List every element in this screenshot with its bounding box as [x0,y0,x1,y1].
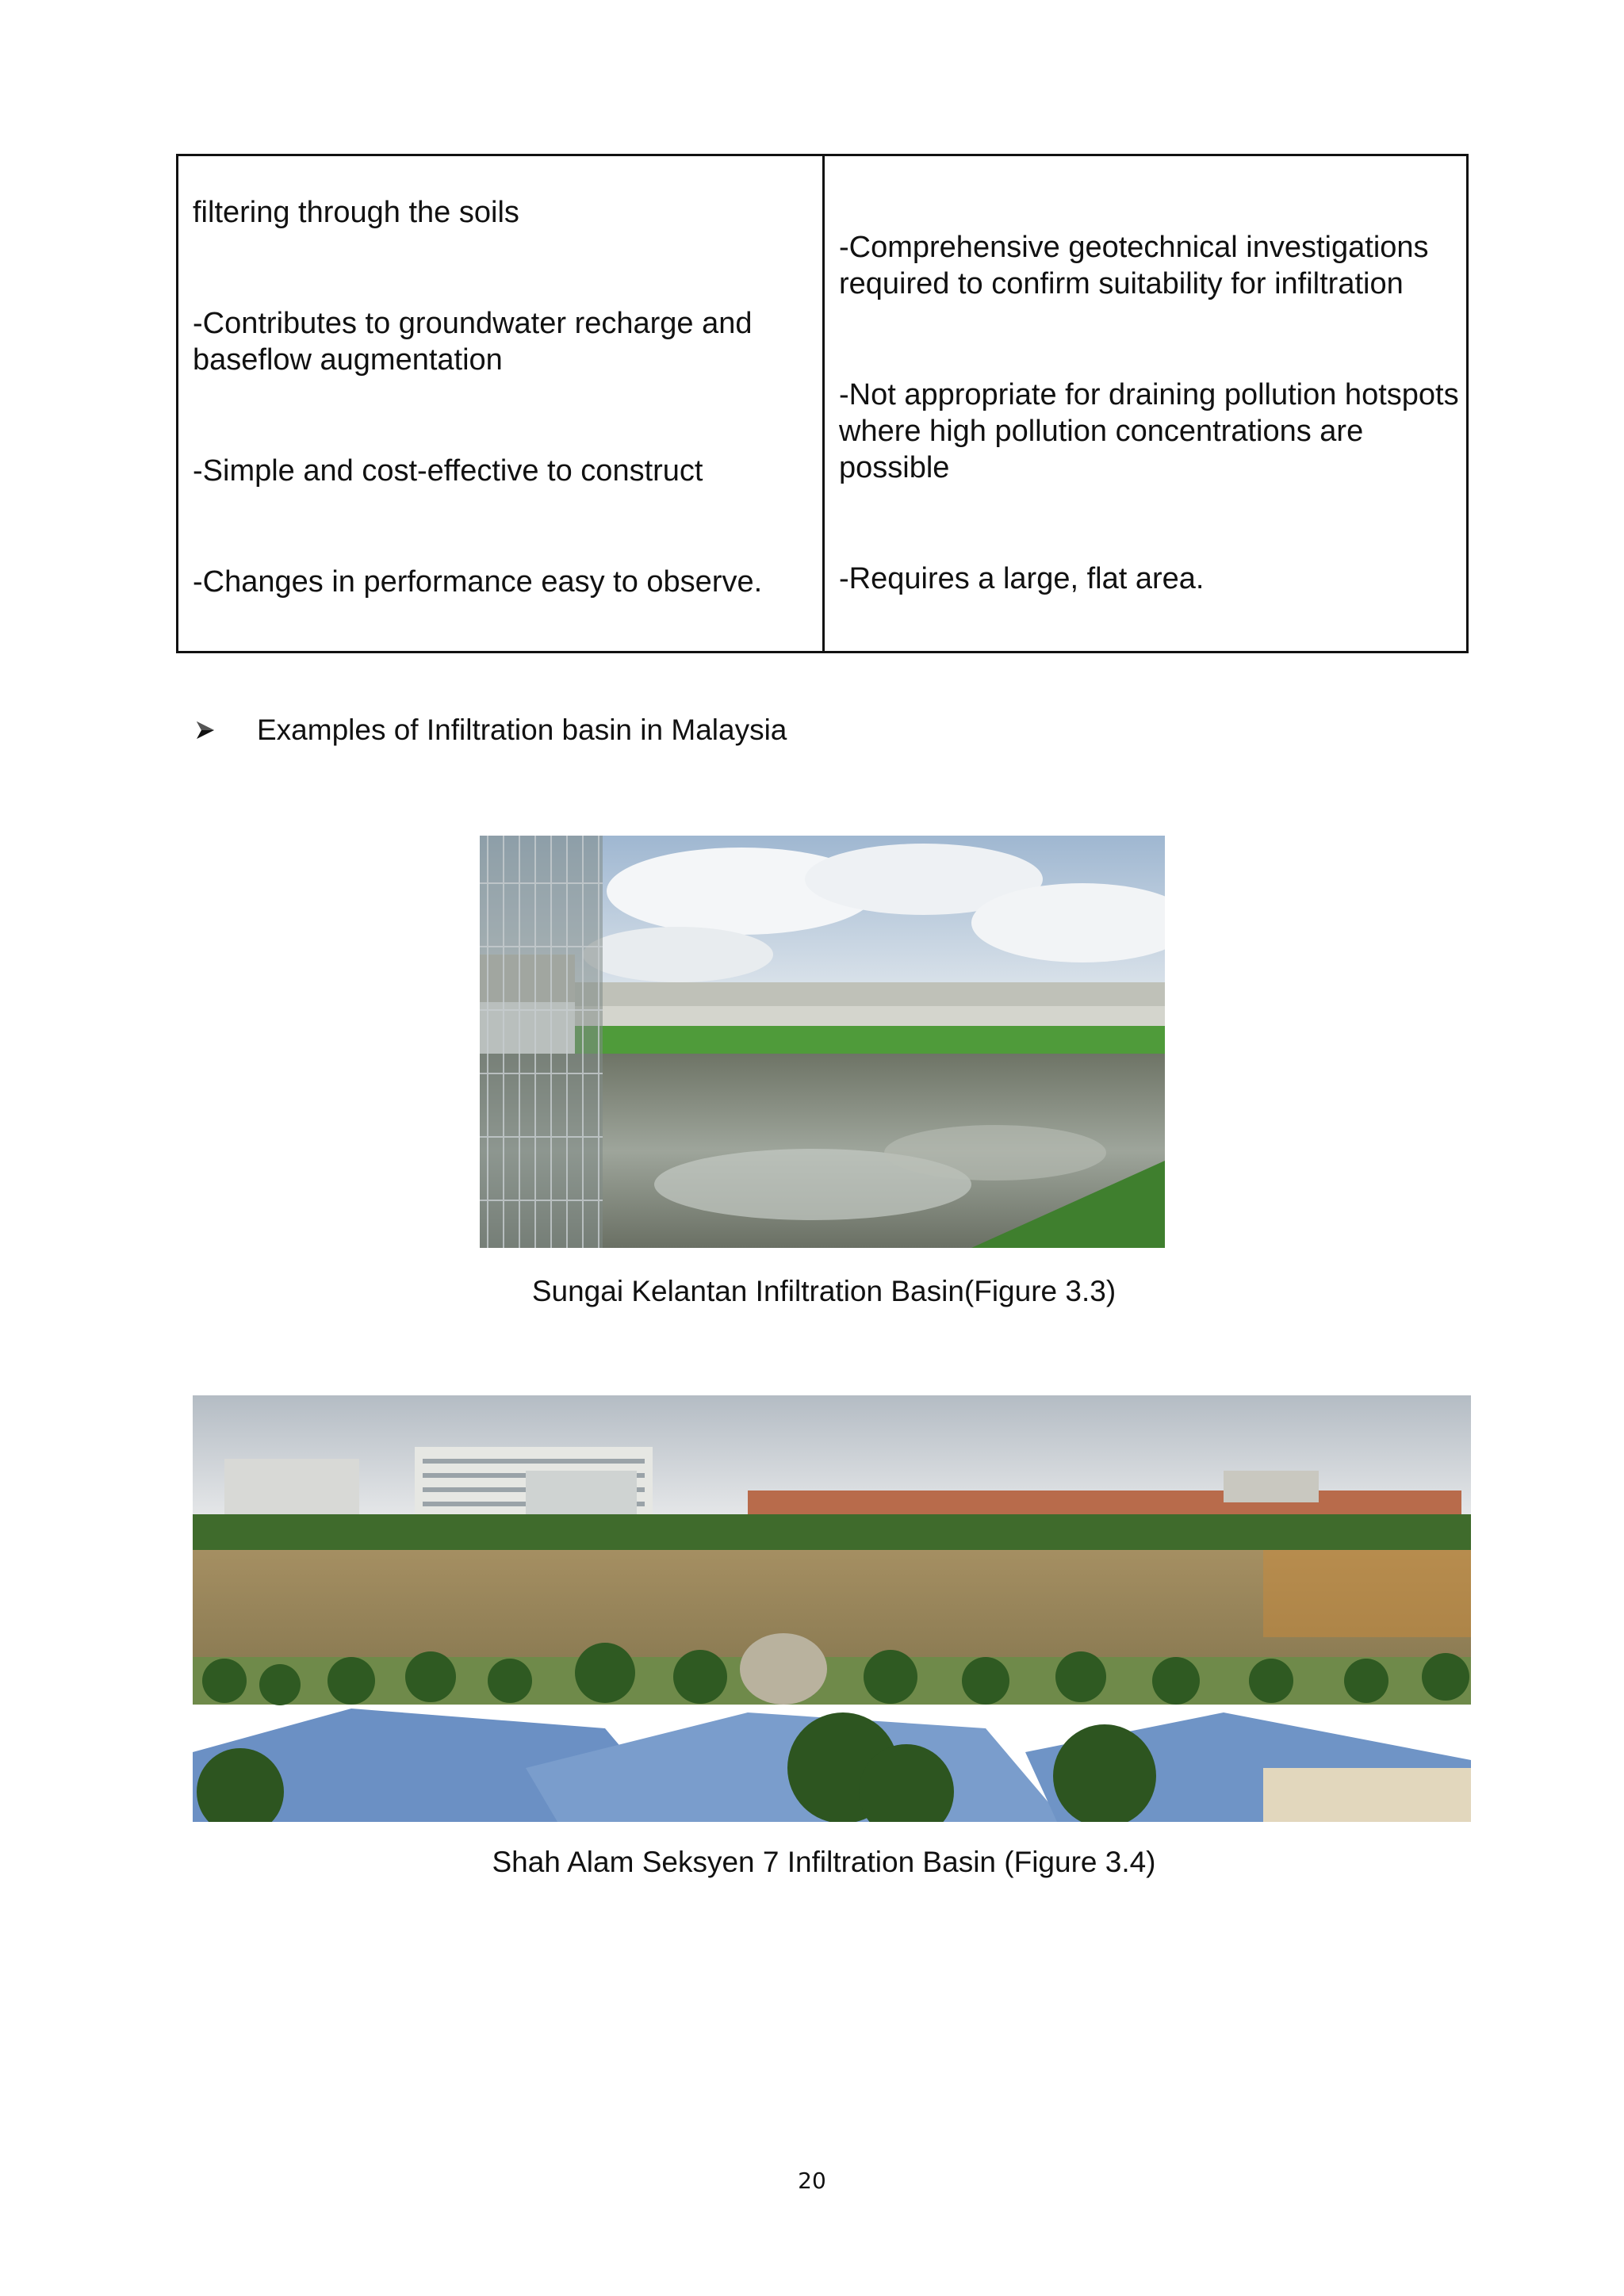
disadvantage-item: -Requires a large, flat area. [839,562,1205,595]
disadvantages-text [839,193,1465,672]
advantage-item: -Contributes to groundwater recharge and baseflow augmentation [193,307,753,377]
advantages-disadvantages-table [176,154,1469,653]
page-number: 20 [798,2168,826,2194]
examples-heading-text: Examples of Infiltration basin in Malaysia [257,714,787,746]
figure-3-3-caption: Sungai Kelantan Infiltration Basin(Figure 3.3) [531,1275,1116,1307]
disadvantage-item: -Not appropriate for draining pollution hotspots where high pollution concentrations are possible [839,378,1459,484]
advantages-text [193,158,811,675]
arrow-bullet-icon [195,720,216,740]
advantage-item: filtering through the soils [193,196,519,229]
sungai-kelantan-basin-photo [480,836,1165,1248]
advantage-item: -Simple and cost-effective to construct [193,454,703,488]
disadvantages-column [825,156,1466,651]
advantage-item: -Changes in performance easy to observe. [193,565,763,599]
disadvantage-item: -Comprehensive geotechnical investigations required to confirm suitability for infiltration [839,231,1429,300]
shah-alam-seksyen-7-basin-photo [193,1395,1471,1822]
examples-heading [195,712,787,748]
figure-3-4-caption: Shah Alam Seksyen 7 Infiltration Basin (Figure 3.4) [492,1846,1156,1878]
advantages-column [178,156,825,651]
